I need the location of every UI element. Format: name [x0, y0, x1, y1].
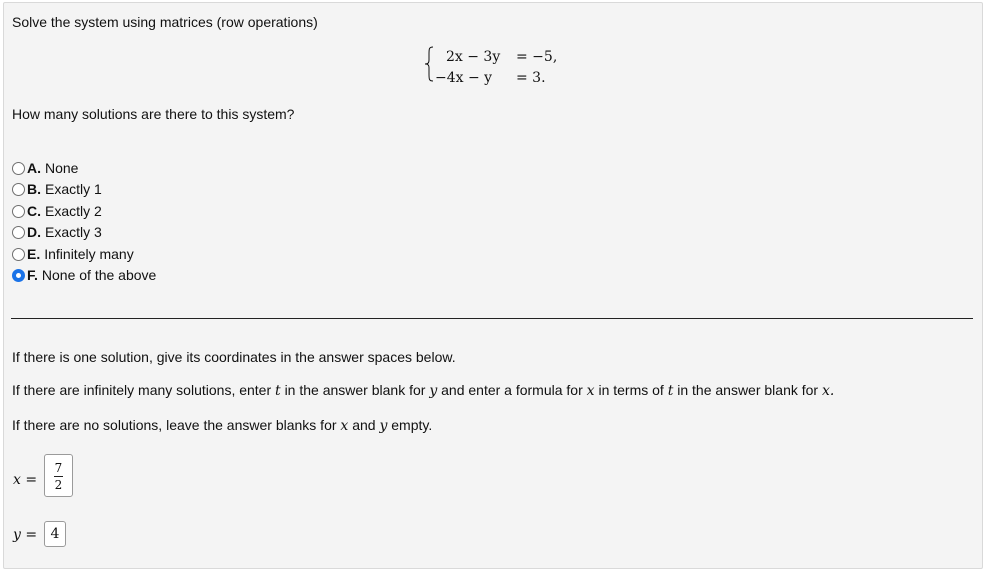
radio-button[interactable] — [12, 162, 25, 175]
divider — [11, 318, 973, 319]
x-answer-input[interactable] — [44, 454, 73, 497]
x-numerator: 7 — [54, 461, 63, 475]
option-label: Exactly 3 — [45, 224, 102, 240]
x-denominator: 2 — [54, 478, 63, 492]
eq1-lhs: 2x − 3y — [446, 49, 501, 65]
option-letter: F. — [27, 267, 38, 283]
radio-button-selected[interactable] — [12, 269, 25, 282]
x-answer-fraction — [45, 461, 72, 492]
option-label: None — [45, 160, 79, 176]
question-panel — [3, 2, 983, 569]
option-label: Infinitely many — [44, 246, 134, 262]
radio-button[interactable] — [12, 183, 25, 196]
radio-button[interactable] — [12, 226, 25, 239]
option-b[interactable] — [12, 180, 102, 198]
instruction-infinite-solutions: If there are infinitely many solutions, enter t in the answer blank for y and enter a formula for x in terms of t in the answer blank for x. — [12, 382, 835, 399]
eq2-rhs: = 3. — [516, 70, 546, 86]
option-f[interactable] — [12, 266, 156, 284]
option-letter: A. — [27, 160, 41, 176]
option-letter: C. — [27, 203, 41, 219]
eq2-lhs: −4x − y — [435, 70, 493, 86]
option-label: None of the above — [41, 267, 157, 283]
x-answer-label: x = — [13, 472, 38, 488]
option-d[interactable] — [12, 223, 102, 241]
y-answer-input[interactable] — [44, 521, 66, 547]
option-label: Exactly 2 — [45, 203, 102, 219]
option-letter: B. — [27, 181, 41, 197]
option-a[interactable] — [12, 159, 78, 177]
y-answer-label: y = — [13, 527, 38, 543]
option-label: Exactly 1 — [45, 181, 102, 197]
option-e[interactable] — [12, 245, 134, 263]
instruction-no-solutions: If there are no solutions, leave the answer blanks for x and y empty. — [12, 417, 433, 434]
option-c[interactable] — [12, 202, 102, 220]
eq1-rhs: = −5, — [516, 49, 558, 65]
question-title: Solve the system using matrices (row operations) — [12, 14, 318, 30]
question-prompt: How many solutions are there to this system? — [12, 106, 295, 122]
option-letter: D. — [27, 224, 41, 240]
left-brace-icon — [424, 46, 434, 82]
instruction-one-solution: If there is one solution, give its coordinates in the answer spaces below. — [12, 349, 456, 365]
fraction-bar — [54, 476, 63, 477]
option-letter: E. — [27, 246, 41, 262]
y-answer-value: 4 — [50, 526, 60, 542]
radio-button[interactable] — [12, 248, 25, 261]
radio-button[interactable] — [12, 205, 25, 218]
